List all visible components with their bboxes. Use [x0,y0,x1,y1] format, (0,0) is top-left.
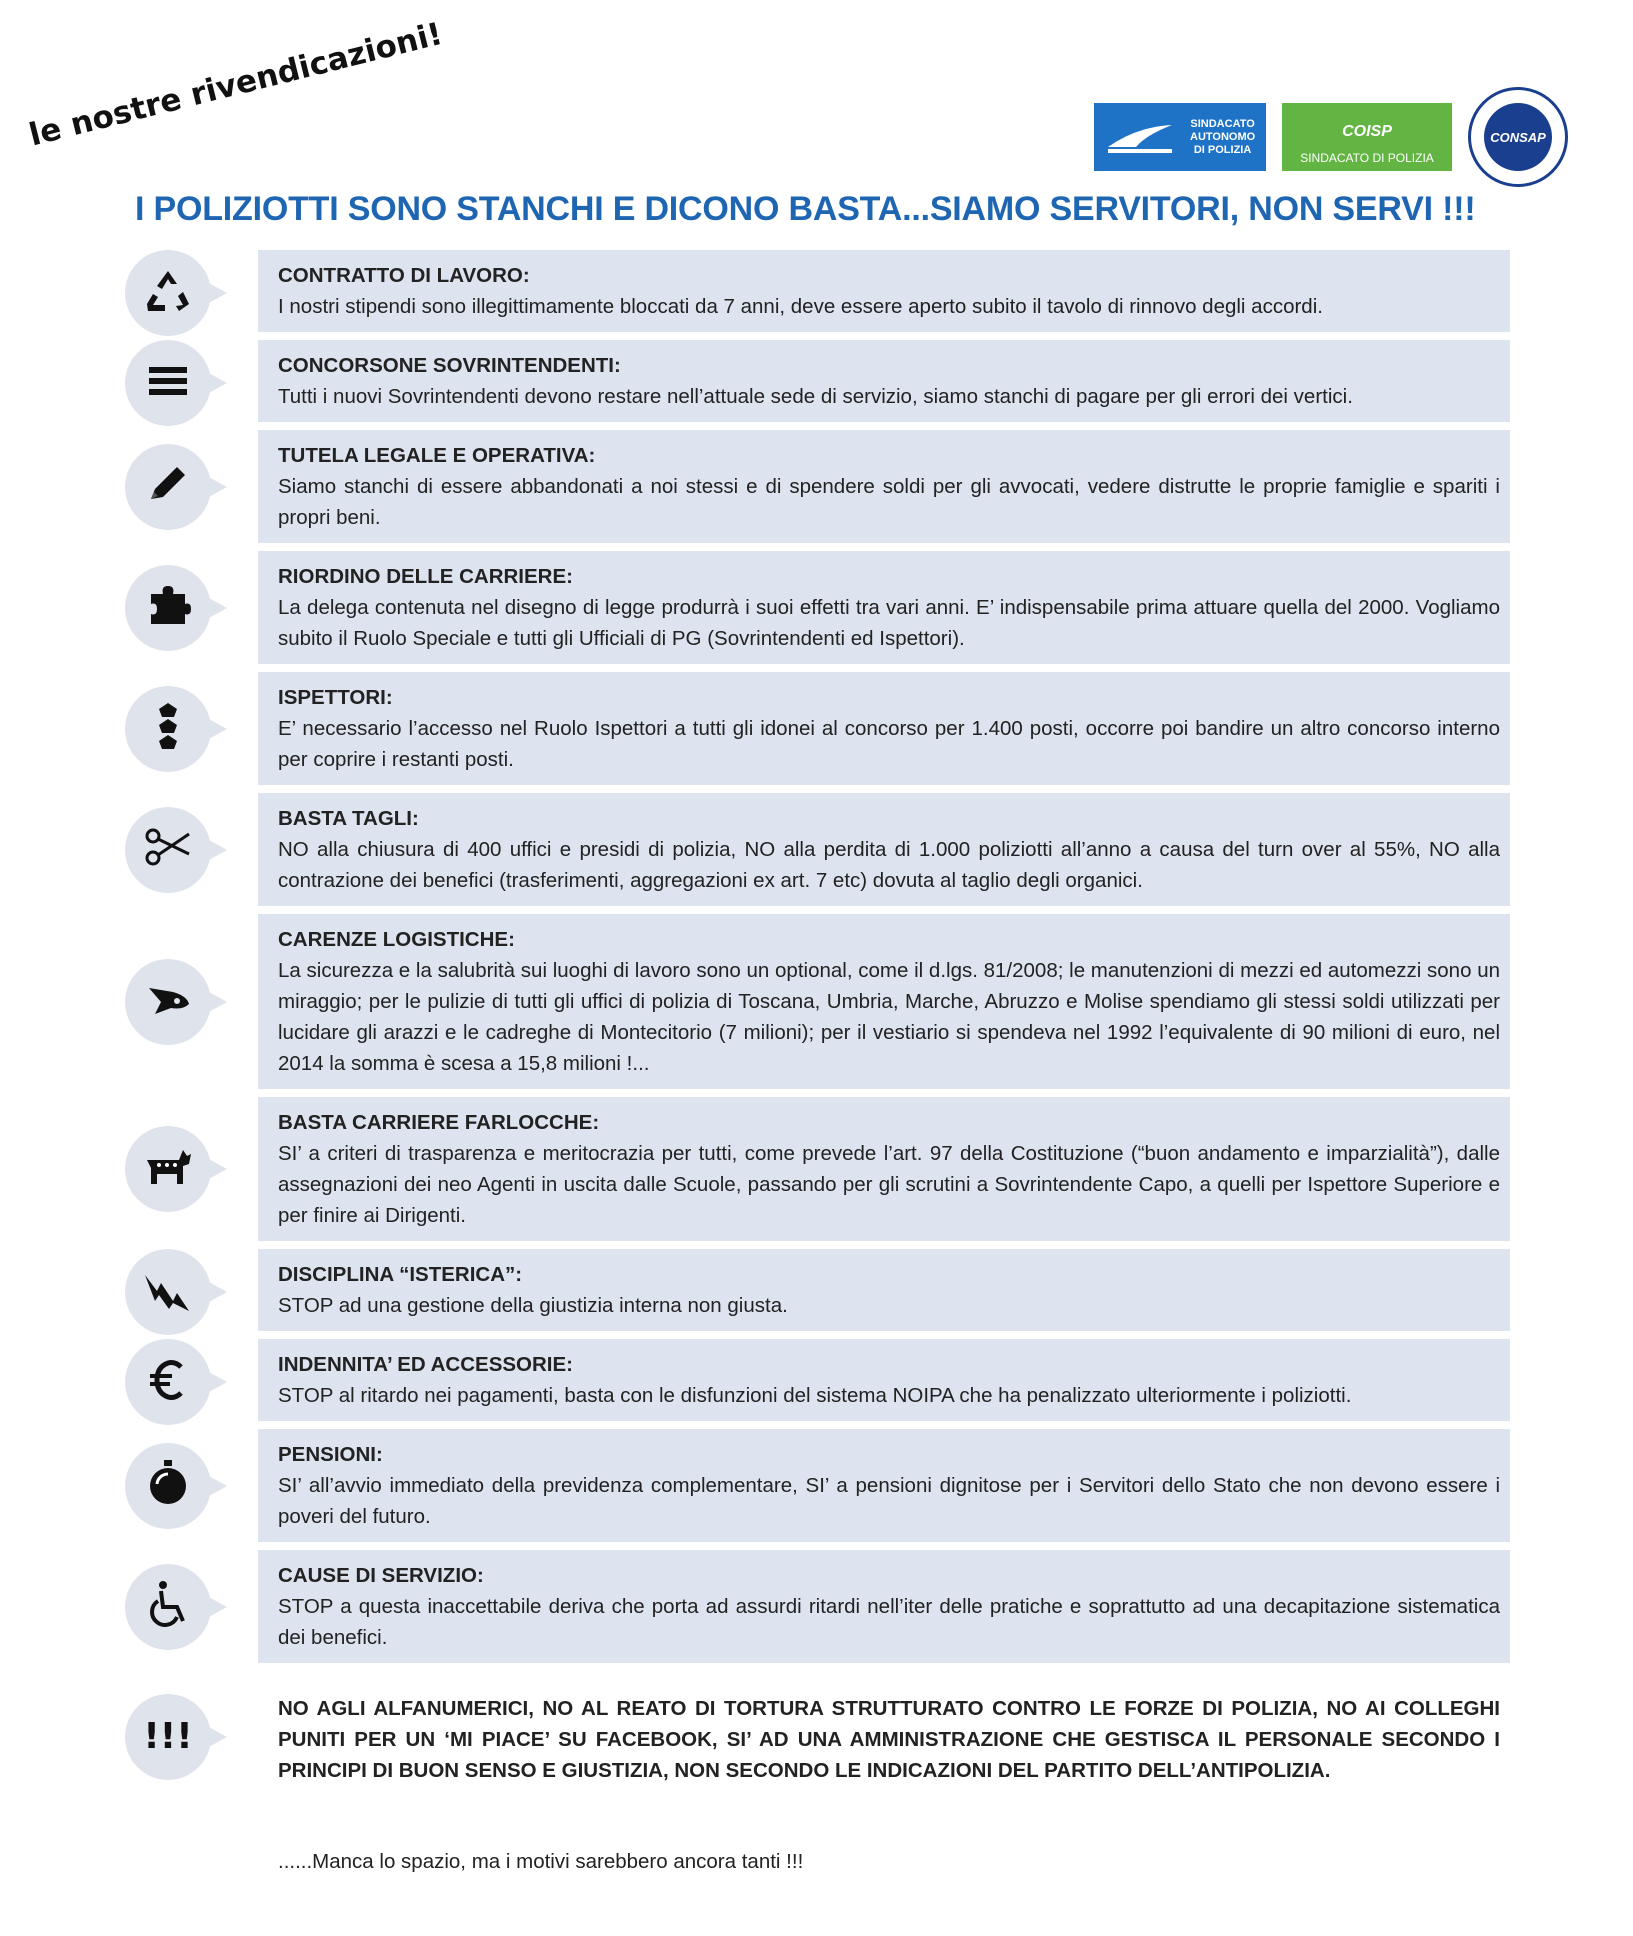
demand-body: E’ necessario l’accesso nel Ruolo Ispettori a tutti gli idonei al concorso per 1.400 posti, occorre poi bandire un altro concorso interno per coprire i restanti posti. [278,717,1500,771]
demand-title: CARENZE LOGISTICHE: [278,928,515,951]
exclamation-bubble [125,1694,211,1780]
demand-body: Tutti i nuovi Sovrintendenti devono restare nell’attuale sede di servizio, siamo stanchi di pagare per gli errori dei vertici. [278,385,1353,408]
demand-panel [258,672,1510,785]
demand-item [125,340,1510,422]
demand-item [125,551,1510,664]
demand-panel [258,1550,1510,1663]
icon-bubble [125,565,211,651]
wheelchair-icon [143,1579,193,1634]
demand-item [125,430,1510,543]
icon-bubble [125,1339,211,1425]
rank-pentagons-icon [143,701,193,756]
icon-bubble [125,959,211,1045]
demand-item [125,1429,1510,1542]
demand-item [125,1550,1510,1663]
demands-list [125,250,1510,1794]
demand-body: Siamo stanchi di essere abbandonati a noi stessi e di spendere soldi per gli avvocati, vedere distrutte le proprie famiglie e spariti i propri beni. [278,475,1500,529]
rocket-icon [143,974,193,1029]
demand-panel [258,1429,1510,1542]
demand-title: CAUSE DI SERVIZIO: [278,1564,484,1587]
icon-bubble [125,1249,211,1335]
sap-logo [1094,103,1266,171]
final-statement: NO AGLI ALFANUMERICI, NO AL REATO DI TORTURA STRUTTURATO CONTRO LE FORZE DI POLIZIA, NO AI COLLEGHI PUNITI PER UN ‘MI PIACE’ SU FACEBOOK, SI’ AD UNA AMMINISTRAZIONE CHE GESTISCA IL PERSONALE SECONDO I PRINCIPI DI BUON SENSO E GIUSTIZIA, NON SECONDO LE INDICAZIONI DEL PARTITO DELL’ANTIPOLIZIA. [278,1697,1500,1782]
demand-title: DISCIPLINA “ISTERICA”: [278,1263,523,1286]
demand-body: I nostri stipendi sono illegittimamente bloccati da 7 anni, deve essere aperto subito il tavolo di rinnovo degli accordi. [278,295,1323,318]
demand-panel [258,914,1510,1089]
menu-lines-icon [143,356,193,411]
sap-wing-icon [1106,117,1176,157]
icon-bubble [125,686,211,772]
demand-item [125,1097,1510,1241]
coisp-logo [1282,103,1452,171]
exclamation-icon: !!! [143,1715,193,1757]
demand-panel [258,1097,1510,1241]
demand-body: STOP ad una gestione della giustizia interna non giusta. [278,1294,788,1317]
demand-title: CONCORSONE SOVRINTENDENTI: [278,354,621,377]
demand-title: CONTRATTO DI LAVORO: [278,264,530,287]
puzzle-icon [143,580,193,635]
demand-item [125,250,1510,332]
icon-bubble [125,1443,211,1529]
donkey-icon [143,1142,193,1197]
demand-panel [258,340,1510,422]
demand-item [125,672,1510,785]
headline: I POLIZIOTTI SONO STANCHI E DICONO BASTA...SIAMO SERVITORI, NON SERVI !!! [135,190,1476,228]
pencil-icon [143,459,193,514]
demand-panel [258,250,1510,332]
footer-note: ......Manca lo spazio, ma i motivi sarebbero ancora tanti !!! [278,1850,804,1873]
consap-logo [1468,87,1568,187]
demand-panel [258,430,1510,543]
coisp-logo-text: SINDACATO DI POLIZIA [1300,151,1434,165]
demand-title: PENSIONI: [278,1443,383,1466]
demand-title: INDENNITA’ ED ACCESSORIE: [278,1353,574,1376]
demand-item [125,1249,1510,1331]
icon-bubble [125,1564,211,1650]
demand-title: TUTELA LEGALE E OPERATIVA: [278,444,596,467]
demand-body: NO alla chiusura di 400 uffici e presidi di polizia, NO alla perdita di 1.000 poliziotti all’anno a causa del turn over al 55%, NO alla contrazione dei benefici (trasferimenti, aggregazioni ex art. 7 etc) dovuta al taglio degli organici. [278,838,1500,892]
recycle-icon [143,266,193,321]
coisp-logo-badge: COISP [1342,123,1392,140]
euro-icon [143,1355,193,1410]
demand-body: SI’ all’avvio immediato della previdenza complementare, SI’ a pensioni dignitose per i Servitori dello Stato che non devono essere i poveri del futuro. [278,1474,1500,1528]
demand-panel [258,1339,1510,1421]
icon-bubble [125,340,211,426]
demand-item [125,914,1510,1089]
demand-panel [258,793,1510,906]
demand-panel [258,551,1510,664]
demand-body: La delega contenuta nel disegno di legge produrrà i suoi effetti tra vari anni. E’ indispensabile prima attuare quella del 2000. Vogliamo subito il Ruolo Speciale e tutti gli Ufficiali di PG (Sovrintendenti ed Ispettori). [278,596,1500,650]
consap-logo-text: CONSAP [1484,103,1552,171]
demand-title: BASTA TAGLI: [278,807,419,830]
stopwatch-icon [143,1458,193,1513]
icon-bubble [125,444,211,530]
icon-bubble [125,250,211,336]
demand-body: La sicurezza e la salubrità sui luoghi di lavoro sono un optional, come il d.lgs. 81/2008; le manutenzioni di mezzi ed automezzi sono un miraggio; per le pulizie di tutti gli uffici di polizia di Toscana, Umbria, Marche, Abruzzo e Molise spendiamo gli stessi soldi utilizzati per lucidare gli arazzi e le cadreghe di Montecitorio (7 milioni); per il vestiario si spendeva nel 1992 l’equivalente di 90 milioni di euro, nel 2014 la somma è scesa a 15,8 milioni !... [278,959,1500,1075]
demand-panel [258,1249,1510,1331]
scissors-icon [143,822,193,877]
demand-body: STOP al ritardo nei pagamenti, basta con le disfunzioni del sistema NOIPA che ha penalizzato ulteriormente i poliziotti. [278,1384,1352,1407]
logos [1094,82,1568,192]
icon-bubble [125,807,211,893]
demand-title: ISPETTORI: [278,686,393,709]
lightning-icon [143,1265,193,1320]
tagline: le nostre rivendicazioni! [25,15,447,154]
icon-bubble [125,1126,211,1212]
demand-title: RIORDINO DELLE CARRIERE: [278,565,573,588]
sap-logo-text: SINDACATO AUTONOMO DI POLIZIA [1190,117,1256,156]
demand-item [125,1339,1510,1421]
demand-body: SI’ a criteri di trasparenza e meritocrazia per tutti, come prevede l’art. 97 della Costituzione (“buon andamento e imparzialità”), dalle assegnazioni dei neo Agenti in uscita dalle Scuole, passando per gli scrutini a Sovrintendente Capo, a quelli per Ispettore Superiore e per finire ai Dirigenti. [278,1142,1500,1227]
final-statement-item [125,1687,1510,1786]
demand-body: STOP a questa inaccettabile deriva che porta ad assurdi ritardi nell’iter delle pratiche e soprattutto ad una decapitazione sistematica dei benefici. [278,1595,1500,1649]
demand-item [125,793,1510,906]
demand-title: BASTA CARRIERE FARLOCCHE: [278,1111,600,1134]
